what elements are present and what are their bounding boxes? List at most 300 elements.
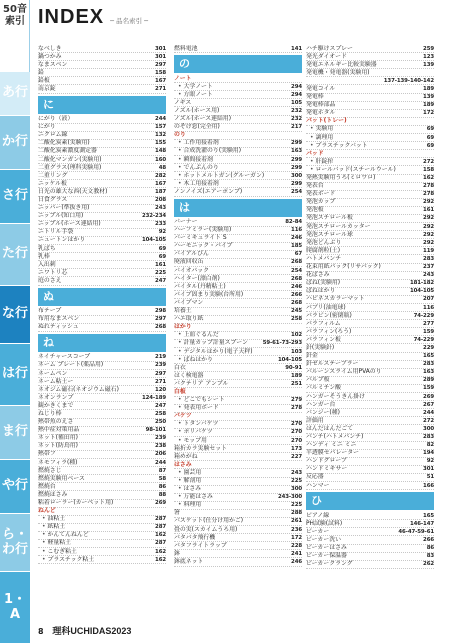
category-heading: ノート bbox=[174, 75, 302, 83]
index-entry bbox=[174, 299, 302, 307]
page-reference: 137-139-140-142 bbox=[383, 77, 434, 84]
entry-label: なべしき bbox=[38, 45, 62, 52]
page-reference: 102 bbox=[291, 332, 302, 339]
entry-label: 発表ボード bbox=[306, 191, 336, 198]
index-entry bbox=[38, 237, 166, 245]
entry-label: • 大学ノート bbox=[178, 83, 213, 91]
entry-label: • 肝錠搾 bbox=[310, 158, 333, 166]
entry-label: にがり（液） bbox=[38, 116, 74, 123]
page-reference: 185 bbox=[291, 243, 302, 250]
page-reference: 299 bbox=[291, 156, 302, 163]
page-reference: 120 bbox=[155, 386, 166, 393]
index-subentry bbox=[38, 556, 166, 564]
category-heading: ねんど bbox=[38, 508, 166, 516]
entry-label: ニッケル板 bbox=[38, 180, 67, 187]
entry-label: 観かきくまで bbox=[38, 402, 74, 409]
page-reference: 98-101 bbox=[145, 427, 166, 434]
page-reference: 238 bbox=[155, 443, 166, 450]
page-reference: 277 bbox=[423, 320, 434, 327]
entry-label: 爬腐剤粒(土) bbox=[306, 247, 341, 254]
page-reference: 104-105 bbox=[141, 237, 166, 244]
page-reference: 272 bbox=[423, 158, 434, 165]
page-reference: 283 bbox=[423, 255, 434, 262]
page-reference: 155 bbox=[155, 140, 166, 147]
entry-label: 布用なまスベン bbox=[38, 316, 80, 323]
index-entry bbox=[38, 277, 166, 285]
page-reference: 158 bbox=[423, 166, 434, 173]
index-entry bbox=[38, 475, 166, 483]
entry-label: • ホットメルトガン(グルーガン) bbox=[178, 172, 264, 180]
entry-label: 発泡スチロール板 bbox=[306, 215, 353, 222]
page-reference: 88 bbox=[158, 491, 166, 498]
page-reference: 119 bbox=[423, 247, 434, 254]
section-header: ぬ bbox=[38, 288, 166, 306]
entry-label: 乳棒 bbox=[38, 253, 50, 260]
page-reference: 250 bbox=[155, 419, 166, 426]
entry-label: ネモフィラ(種) bbox=[38, 459, 78, 466]
index-entry bbox=[306, 85, 434, 93]
page-reference: 104-105 bbox=[409, 288, 434, 295]
entry-label: バンジー(種) bbox=[306, 409, 340, 416]
page-reference: 166 bbox=[423, 482, 434, 489]
entry-label: ビーカークラング bbox=[306, 561, 353, 568]
entry-label: 二酸化炭素濃度測定器 bbox=[38, 148, 97, 155]
page-reference: 298 bbox=[155, 308, 166, 315]
entry-label: ハンマー bbox=[306, 482, 330, 489]
entry-label: 燃焼さじ bbox=[38, 467, 62, 474]
sidebar-tab[interactable]: さ行 bbox=[0, 170, 30, 224]
page-reference: 292 bbox=[423, 239, 434, 246]
section-header: ね bbox=[38, 334, 166, 352]
entry-label: • プラスチックバット bbox=[310, 142, 368, 150]
page-reference: 162 bbox=[423, 175, 434, 181]
index-entry bbox=[306, 344, 434, 352]
entry-label: PH試験(試料) bbox=[306, 520, 343, 527]
index-entry bbox=[38, 253, 166, 261]
sidebar-tab[interactable]: や行 bbox=[0, 460, 30, 514]
page-reference: 232 bbox=[291, 107, 302, 114]
index-entry bbox=[38, 77, 166, 85]
page-reference: 244 bbox=[155, 116, 166, 123]
entry-label: ニワトリ芯 bbox=[38, 269, 68, 276]
fifty-sound-index-sidebar bbox=[0, 0, 30, 644]
page-reference: 92 bbox=[426, 458, 434, 465]
page-reference: 266 bbox=[291, 291, 302, 298]
entry-label: • ばねはかり bbox=[178, 356, 213, 364]
index-entry bbox=[38, 69, 166, 77]
entry-label: 燃焼実験用ベース bbox=[38, 475, 85, 482]
page-reference: 287 bbox=[155, 540, 166, 547]
entry-label: 日食グラス bbox=[38, 197, 68, 203]
entry-label: • どこでもシート bbox=[178, 396, 225, 404]
page-reference: 299 bbox=[291, 180, 302, 187]
page-reference: 162 bbox=[155, 548, 166, 555]
entry-label: はく検電器 bbox=[174, 372, 204, 379]
entry-label: ノギス bbox=[174, 99, 192, 106]
page-reference: 297 bbox=[155, 370, 166, 377]
page-reference: 269 bbox=[423, 393, 434, 400]
entry-label: ピアノ線 bbox=[306, 512, 330, 519]
page-reference: 270 bbox=[291, 437, 302, 444]
page-reference: 69 bbox=[426, 126, 434, 133]
page-reference: 194 bbox=[423, 450, 434, 457]
page-reference: 160 bbox=[155, 156, 166, 163]
entry-label: 鉛板 bbox=[38, 77, 50, 84]
entry-label: 半透膜セパレーター bbox=[306, 450, 360, 457]
page-reference: 245 bbox=[291, 308, 302, 315]
page-reference: 272 bbox=[423, 417, 434, 424]
entry-label: 鍋つかみ bbox=[38, 53, 62, 60]
entry-label: • ポリバケツ bbox=[178, 428, 213, 436]
page-reference: 228 bbox=[291, 542, 302, 549]
page-reference: 162 bbox=[155, 556, 166, 563]
entry-label: ビーカー保温器 bbox=[306, 553, 347, 560]
entry-label: ハピネスカラーマット bbox=[306, 296, 365, 303]
entry-label: ニトリル手袋 bbox=[38, 229, 74, 236]
entry-label: • 工作用接着剤 bbox=[178, 139, 219, 147]
index-entry bbox=[174, 316, 302, 324]
entry-label: • かんてんねんど bbox=[42, 531, 89, 539]
entry-label: ノズル(ホース用) bbox=[174, 107, 220, 114]
entry-label: ビーカー bbox=[306, 528, 330, 535]
entry-label: ねじり棒 bbox=[38, 410, 62, 417]
page-reference: 123 bbox=[423, 53, 434, 60]
page-reference: 157 bbox=[155, 124, 166, 131]
entry-label: パイプ固まり実験(台所用) bbox=[174, 291, 244, 298]
category-heading: はさみ bbox=[174, 461, 302, 469]
entry-label: • トタンバケツ bbox=[178, 420, 218, 428]
entry-label: 布テープ bbox=[38, 308, 62, 315]
sidebar-tab[interactable]: 1・A bbox=[0, 572, 30, 644]
page-reference: 46-47-59-61 bbox=[398, 528, 434, 535]
entry-label: ニクロム線 bbox=[38, 132, 68, 139]
entry-label: 粘着ローラー(カーペット用) bbox=[38, 500, 114, 506]
entry-label: ぬれティッシュ bbox=[38, 324, 79, 331]
sidebar-tab[interactable]: あ行 bbox=[0, 72, 30, 116]
page-reference: 103 bbox=[291, 348, 302, 355]
entry-label: ハトメパンチ bbox=[306, 255, 342, 262]
entry-label: 発熱実験用うろ(ミロワロ) bbox=[306, 175, 376, 181]
entry-label: パラフィン板 bbox=[306, 336, 341, 343]
page-reference: 244 bbox=[155, 459, 166, 466]
entry-label: バイオパック bbox=[174, 267, 210, 274]
category-heading: バッド bbox=[306, 150, 434, 158]
page-reference: 189 bbox=[423, 102, 434, 109]
page-reference: 58 bbox=[158, 475, 166, 482]
page-reference: 69 bbox=[426, 142, 434, 149]
entry-label: 箱めがね bbox=[174, 453, 198, 460]
page-reference: 254 bbox=[291, 267, 302, 274]
page-reference: 159 bbox=[423, 385, 434, 392]
entry-label: • 軽量粘土 bbox=[42, 539, 71, 547]
entry-label: 発泡どんぶり bbox=[306, 239, 342, 246]
entry-label: 発光ダイオード bbox=[306, 53, 347, 60]
page-reference: 217 bbox=[291, 124, 302, 131]
entry-label: • プラスチック粘土 bbox=[42, 556, 94, 564]
page-reference: 243-300 bbox=[277, 494, 302, 501]
entry-label: ハエ取り紙 bbox=[174, 316, 204, 323]
entry-label: 日光の雄大な西(天文教材) bbox=[38, 188, 108, 195]
page-reference: 167 bbox=[155, 180, 166, 187]
entry-label: ハチ駆けスプレー bbox=[306, 45, 353, 52]
entry-label: 発表台 bbox=[306, 183, 324, 190]
entry-label: ハンディ ミニ ミニ bbox=[306, 442, 357, 449]
entry-label: • 紙粘土 bbox=[42, 523, 65, 531]
entry-label: 培養土 bbox=[174, 308, 192, 315]
page-reference: 244 bbox=[423, 409, 434, 416]
page-reference: 227 bbox=[291, 453, 302, 460]
page-reference: 270 bbox=[291, 421, 302, 428]
page-reference: 292 bbox=[423, 231, 434, 238]
entry-label: • 調理用 bbox=[310, 134, 333, 142]
entry-label: 二重リング bbox=[38, 172, 68, 179]
entry-label: 発電ホタル bbox=[306, 110, 336, 117]
page-reference: 300 bbox=[291, 172, 302, 179]
entry-label: ビーカーはさみ bbox=[306, 545, 347, 552]
index-entry bbox=[174, 124, 302, 132]
entry-label: 針(実験針) bbox=[306, 344, 335, 351]
entry-label: ビーカー洗い bbox=[306, 536, 341, 543]
section-header: ひ bbox=[306, 492, 434, 510]
entry-label: パラフィン(ろう) bbox=[306, 328, 352, 335]
page-reference: 82 bbox=[426, 442, 434, 449]
entry-label: ばね(実験用) bbox=[306, 280, 341, 287]
page-reference: 246 bbox=[291, 283, 302, 290]
index-entry bbox=[38, 245, 166, 253]
page-reference: 287 bbox=[155, 524, 166, 531]
entry-label: ハンドグローブ bbox=[306, 458, 347, 465]
index-entry bbox=[174, 542, 302, 550]
page-reference: 59-61-73-293 bbox=[262, 340, 302, 347]
page-reference: 283 bbox=[423, 434, 434, 440]
entry-label: • 料理用 bbox=[178, 501, 201, 509]
page-reference: 239 bbox=[155, 435, 166, 442]
index-entry bbox=[38, 116, 166, 124]
page-reference: 271 bbox=[155, 85, 166, 92]
page-reference: 104-105 bbox=[277, 356, 302, 363]
page-reference: 266 bbox=[423, 536, 434, 543]
page-reference: 236 bbox=[291, 526, 302, 533]
page-header bbox=[38, 6, 148, 29]
page-subtitle: ─ 品名索引 ─ bbox=[110, 17, 149, 25]
brand-logo-text: 理科UCHIDAS2023 bbox=[52, 626, 132, 636]
entry-label: 熱帯魚のえさ bbox=[38, 419, 74, 426]
page-reference: 301 bbox=[423, 466, 434, 473]
page-reference: 82-84 bbox=[285, 219, 302, 225]
page-reference: 300 bbox=[423, 425, 434, 432]
index-subentry bbox=[174, 91, 302, 99]
page-reference: 261 bbox=[291, 518, 302, 525]
page-reference: 259 bbox=[423, 45, 434, 52]
entry-label: のぞけ窓(完全用) bbox=[174, 124, 220, 131]
entry-label: 箱折カラ実験セット bbox=[174, 445, 228, 452]
page-reference: 279 bbox=[291, 397, 302, 404]
index-entry bbox=[306, 561, 434, 569]
index-entry bbox=[306, 175, 434, 183]
entry-label: 庭のさえ bbox=[38, 277, 62, 284]
page-reference: 139 bbox=[423, 94, 434, 101]
entry-label: • 油粘土 bbox=[42, 515, 65, 523]
index-entry bbox=[174, 558, 302, 566]
page-reference: 269 bbox=[155, 500, 166, 506]
page-reference: 278 bbox=[423, 191, 434, 198]
index-entry bbox=[38, 500, 166, 508]
page-reference: 292 bbox=[423, 223, 434, 230]
index-subentry bbox=[174, 356, 302, 364]
entry-label: 乳ばち bbox=[38, 245, 56, 252]
page-reference: 74-229 bbox=[413, 312, 434, 319]
entry-label: 二酸化マンガン(実験用) bbox=[38, 156, 102, 163]
page-reference: 132 bbox=[155, 132, 166, 139]
entry-label: • はさみ bbox=[178, 485, 201, 493]
page-reference: 219 bbox=[155, 354, 166, 361]
entry-label: バルーンスライム用PVAのり bbox=[306, 369, 382, 376]
page-reference: 83 bbox=[426, 553, 434, 560]
entry-label: ネームペン bbox=[38, 370, 68, 377]
entry-label: 花束用紙パック(リサパック) bbox=[306, 264, 381, 271]
entry-label: 鉛 bbox=[38, 69, 44, 76]
entry-label: 白衣 bbox=[174, 364, 186, 371]
entry-label: パタパタ飛行機 bbox=[174, 534, 216, 541]
entry-label: 入出刺 bbox=[38, 261, 56, 268]
section-header: は bbox=[174, 199, 302, 217]
entry-label: ニュートンはかり bbox=[38, 237, 86, 244]
page-reference: 161 bbox=[155, 261, 166, 268]
entry-label: パタフライトラップ bbox=[174, 542, 227, 549]
entry-label: パイタル(丹精粘土) bbox=[174, 283, 226, 290]
page-reference: 92 bbox=[158, 229, 166, 236]
page-reference: 289 bbox=[423, 377, 434, 384]
entry-label: ネオンランプ bbox=[38, 394, 74, 401]
sidebar-tab[interactable]: た行 bbox=[0, 224, 30, 286]
entry-label: はんだはんだごて bbox=[306, 425, 354, 432]
page-reference: 270 bbox=[291, 429, 302, 436]
index-entry bbox=[38, 443, 166, 451]
category-heading: 白板 bbox=[174, 388, 302, 396]
page-reference: 105 bbox=[291, 99, 302, 106]
category-heading: のり bbox=[174, 132, 302, 140]
entry-label: ハーモニック・パイプ bbox=[174, 243, 233, 250]
entry-label: ハーフミラー(実験用) bbox=[174, 227, 232, 234]
page-reference: 243 bbox=[155, 205, 166, 212]
index-entry bbox=[38, 85, 166, 93]
entry-label: 発泡カップ bbox=[306, 199, 336, 206]
page-reference: 225 bbox=[155, 269, 166, 276]
entry-label: 発電エネルギー比較実験器 bbox=[306, 61, 377, 68]
page-reference: 278 bbox=[423, 183, 434, 190]
page-reference: 206 bbox=[155, 451, 166, 458]
entry-label: ネット(罹田用) bbox=[38, 435, 78, 442]
entry-label: 二酸化炭素(実験用) bbox=[38, 140, 90, 147]
sidebar-tab[interactable]: ま行 bbox=[0, 406, 30, 460]
page-reference: 247 bbox=[155, 277, 166, 284]
entry-label: 発泡スチロールカッター bbox=[306, 223, 371, 230]
page-reference: 173 bbox=[291, 445, 302, 452]
entry-label: ハイター(漂白剤) bbox=[174, 275, 220, 282]
index-entry bbox=[38, 324, 166, 332]
index-entry bbox=[174, 380, 302, 388]
entry-label: ハンドミキサー bbox=[306, 466, 348, 473]
entry-label: ネット(防鳥用) bbox=[38, 443, 78, 450]
page-reference: 159 bbox=[423, 328, 434, 335]
page-reference: 67 bbox=[294, 251, 302, 258]
entry-label: 鉢底ネット bbox=[174, 558, 204, 565]
entry-label: 熱中症対策用品 bbox=[38, 427, 80, 434]
entry-label: • 木工用接着剤 bbox=[178, 180, 219, 188]
entry-label: 熱帯フ bbox=[38, 451, 56, 458]
page-reference: 278 bbox=[291, 405, 302, 412]
page-reference: 292 bbox=[423, 215, 434, 222]
page-reference: 161 bbox=[423, 207, 434, 214]
entry-label: ばねはかり bbox=[306, 288, 336, 295]
index-entry bbox=[306, 409, 434, 417]
index-subentry bbox=[306, 142, 434, 150]
entry-label: バーナー bbox=[174, 219, 198, 225]
entry-label: なまスベン bbox=[38, 61, 68, 68]
page-reference: 232-234 bbox=[141, 213, 166, 220]
page-reference: 162 bbox=[155, 532, 166, 539]
page-footer bbox=[38, 624, 131, 637]
entry-label: バルミチン酸 bbox=[306, 385, 342, 392]
page-reference: 208 bbox=[155, 197, 166, 203]
page-reference: 207 bbox=[423, 296, 434, 303]
page-reference: 124-189 bbox=[141, 394, 166, 401]
page-reference: 283 bbox=[423, 361, 434, 368]
page-number: 8 bbox=[38, 627, 44, 636]
page-reference: 268 bbox=[155, 324, 166, 331]
page-reference: 300 bbox=[291, 486, 302, 493]
entry-label: ネイチャースコープ bbox=[38, 354, 91, 361]
sidebar-tab[interactable]: ら・わ行 bbox=[0, 514, 30, 572]
page-reference: 258 bbox=[291, 316, 302, 323]
page-reference: 86 bbox=[158, 483, 166, 490]
entry-label: ネーム プレート(薬品用) bbox=[38, 362, 104, 369]
entry-label: ハンガー台 bbox=[306, 401, 336, 408]
index-entry bbox=[38, 61, 166, 69]
page-reference: 163 bbox=[291, 148, 302, 155]
page-reference: 246 bbox=[291, 235, 302, 242]
index-entry bbox=[306, 466, 434, 474]
index-subentry bbox=[174, 405, 302, 413]
page-reference: 267 bbox=[423, 401, 434, 408]
entry-label: ネーム粘土ー bbox=[38, 378, 74, 385]
page-reference: 268 bbox=[291, 299, 302, 306]
index-entry bbox=[306, 482, 434, 490]
page-reference: 297 bbox=[155, 61, 166, 68]
entry-label: 評価用 bbox=[306, 417, 324, 424]
entry-label: 燃料電池 bbox=[174, 45, 198, 52]
page-reference: 51 bbox=[426, 474, 434, 481]
page-title: INDEX bbox=[38, 6, 105, 28]
entry-label: ニップル(ホース連結用) bbox=[38, 221, 101, 228]
sidebar-heading: 50音索引 bbox=[3, 4, 27, 27]
page-reference: 116 bbox=[291, 227, 302, 234]
entry-label: • 発表用ボード bbox=[178, 404, 219, 412]
category-heading: はかり bbox=[174, 324, 302, 332]
sidebar-tab[interactable]: は行 bbox=[0, 344, 30, 406]
page-reference: 90-91 bbox=[285, 364, 302, 371]
entry-label: ノズル(ホース連結用) bbox=[174, 116, 232, 123]
index-column-3 bbox=[306, 45, 434, 569]
page-reference: 294 bbox=[291, 91, 302, 98]
sidebar-tab[interactable]: か行 bbox=[0, 116, 30, 170]
entry-label: にがり bbox=[38, 124, 56, 131]
sidebar-tab[interactable]: な行 bbox=[0, 286, 30, 344]
page-reference: 148 bbox=[155, 148, 166, 155]
index-entry bbox=[174, 188, 302, 196]
entry-label: 廃液回収缶 bbox=[174, 259, 204, 266]
page-reference: 225 bbox=[291, 502, 302, 509]
